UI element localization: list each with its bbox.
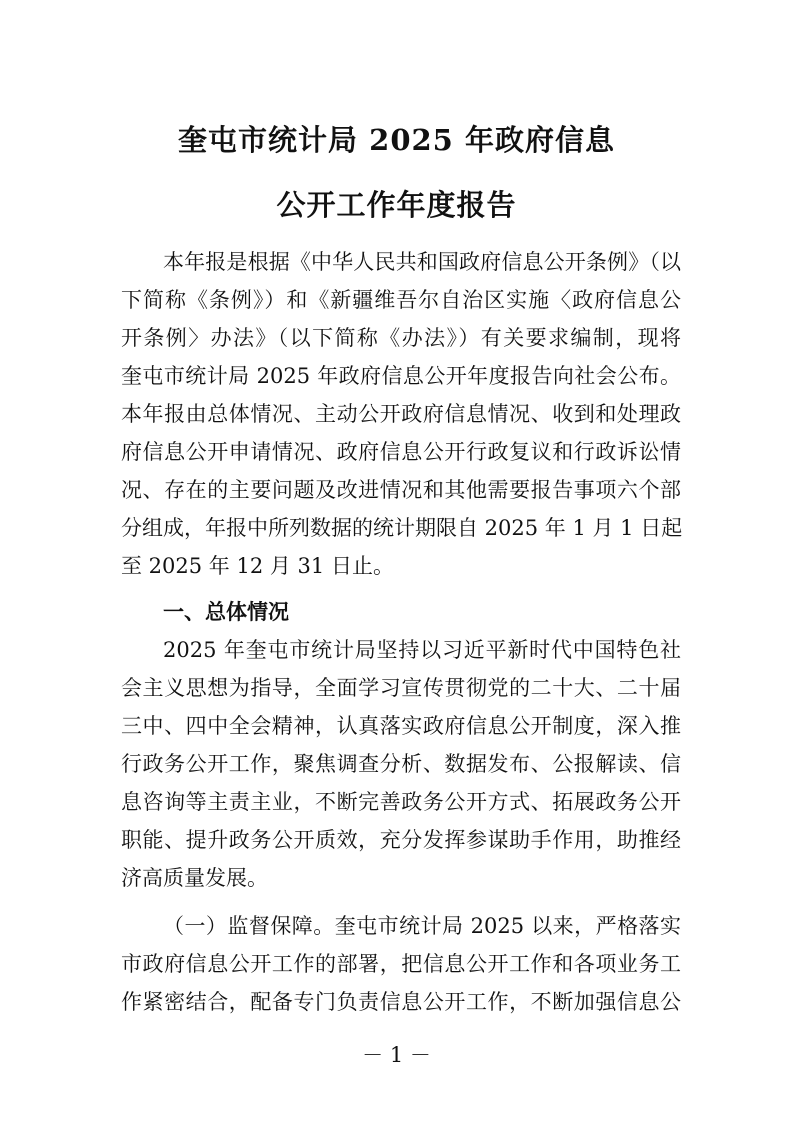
document-title-line-1: 奎屯市统计局 2025 年政府信息 <box>178 123 615 157</box>
section-1-line: 济高质量发展。 <box>121 866 268 890</box>
section-1-line: 息咨询等主责主业，不断完善政务公开方式、拓展政务公开 <box>121 790 681 814</box>
intro-line: 下简称《条例》）和《新疆维吾尔自治区实施〈政府信息公 <box>121 288 681 312</box>
subsection-1-line: 市政府信息公开工作的部署，把信息公开工作和各项业务工 <box>121 952 681 976</box>
intro-line: 本年报由总体情况、主动公开政府信息情况、收到和处理政 <box>121 402 681 426</box>
intro-line: 府信息公开申请情况、政府信息公开行政复议和行政诉讼情 <box>121 440 681 464</box>
intro-line: 开条例〉办法》（以下简称《办法》）有关要求编制，现将 <box>121 326 681 350</box>
section-1-line: 职能、提升政务公开质效，充分发挥参谋助手作用，助推经 <box>121 828 681 852</box>
section-1-line: 三中、四中全会精神，认真落实政府信息公开制度，深入推 <box>121 714 681 738</box>
section-1-line: 2025 年奎屯市统计局坚持以习近平新时代中国特色社 <box>163 638 681 662</box>
intro-line: 分组成，年报中所列数据的统计期限自 2025 年 1 月 1 日起 <box>121 516 683 540</box>
intro-line: 本年报是根据《中华人民共和国政府信息公开条例》（以 <box>163 250 681 274</box>
page-number: － 1 － <box>362 1043 431 1067</box>
document-title-line-2: 公开工作年度报告 <box>276 188 517 222</box>
subsection-1-line: 作紧密结合，配备专门负责信息公开工作，不断加强信息公 <box>121 990 681 1014</box>
intro-line: 奎屯市统计局 2025 年政府信息公开年度报告向社会公布。 <box>121 364 681 388</box>
section-1-line: 会主义思想为指导，全面学习宣传贯彻党的二十大、二十届 <box>121 676 681 700</box>
section-1-heading: 一、总体情况 <box>163 600 289 624</box>
intro-line: 况、存在的主要问题及改进情况和其他需要报告事项六个部 <box>121 478 681 502</box>
intro-line: 至 2025 年 12 月 31 日止。 <box>121 554 394 578</box>
section-1-line: 行政务公开工作，聚焦调查分析、数据发布、公报解读、信 <box>121 752 681 776</box>
subsection-1-line: （一）监督保障。奎屯市统计局 2025 以来，严格落实 <box>163 914 681 938</box>
